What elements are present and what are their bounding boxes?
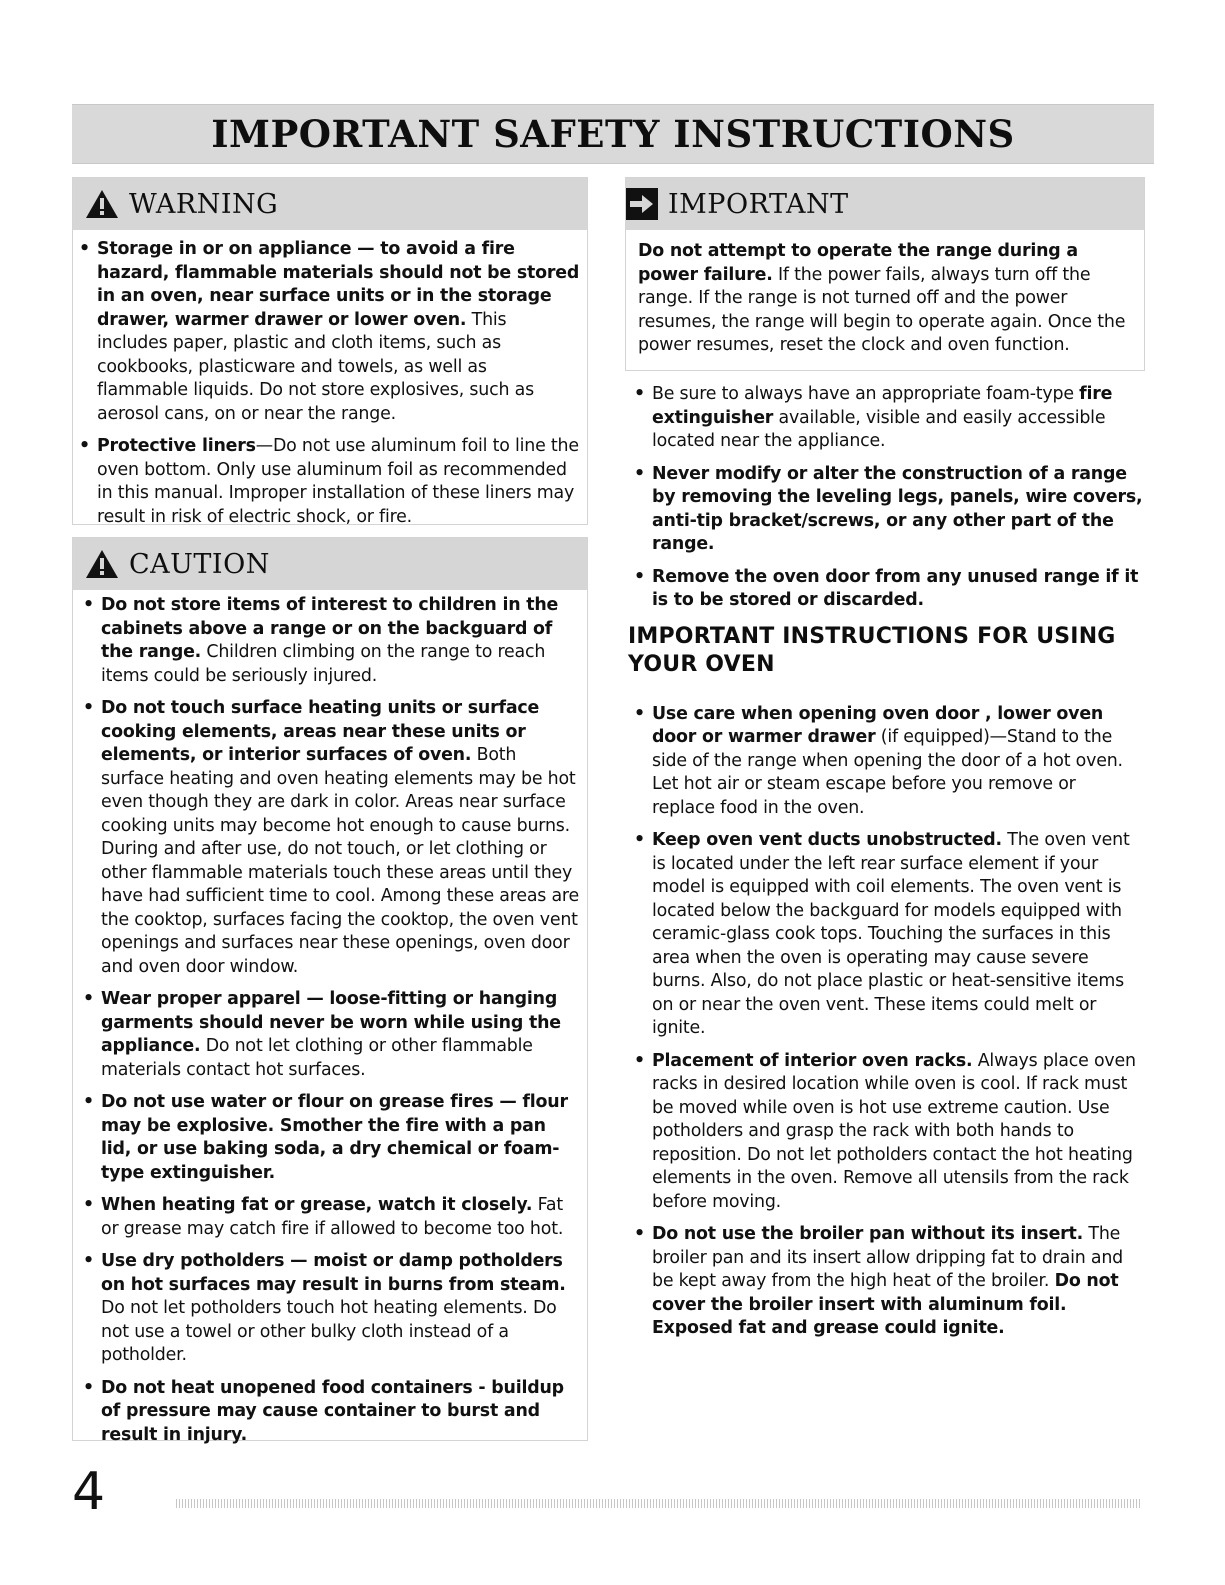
caution-body	[73, 590, 587, 1447]
warning-triangle-icon	[85, 549, 119, 579]
bullet-icon: •	[634, 1224, 645, 1244]
important-heading: IMPORTANT	[668, 188, 849, 220]
caution-item-7: • Do not heat unopened food containers - buildup of pressure may cause container to burst and result in injury.	[83, 1377, 564, 1445]
warning-heading: WARNING	[129, 188, 279, 220]
bullet-icon: •	[79, 436, 90, 456]
arrow-box-icon	[626, 188, 658, 220]
title-banner	[72, 104, 1154, 164]
warning-item-1: • Storage in or on appliance — to avoid a fire hazard, flammable materials should not be stored in an oven, near surface units or in the storage drawer, warmer drawer or lower oven. This includes paper, plastic and cloth items, such as cookbooks, plasticware and towels, as well as flammable liquids. Do not store explosives, such as aerosol cans, on or near the range.	[79, 239, 580, 424]
caution-box	[72, 537, 588, 1445]
bullet-icon: •	[83, 595, 94, 615]
bullet-icon: •	[634, 463, 645, 484]
warning-box	[72, 177, 588, 525]
right-item-3: • Remove the oven door from any unused range if it is to be stored or discarded.	[634, 566, 1139, 610]
bullet-icon: •	[634, 384, 645, 404]
important-body: Do not attempt to operate the range during a power failure. If the power fails, always turn off the range. If the range is not turned off and the power resumes, the range will begin to operate again. Once the power resumes, reset the clock and oven function.	[638, 241, 1126, 355]
bullet-icon: •	[83, 1195, 94, 1215]
footer-rule	[176, 1499, 1141, 1508]
right-column	[628, 383, 1143, 1350]
oven-item-4: • Do not use the broiler pan without its insert. The broiler pan and its insert allow dripping fat to drain and be kept away from the high heat of the broiler. Do not cover the broiler insert with aluminum foil. Exposed fat and grease could ignite.	[634, 1224, 1124, 1338]
warning-item-2: • Protective liners—Do not use aluminum foil to line the oven bottom. Only use aluminum foil as recommended in this manual. Improper installation of these liners may result in risk of electric shock, or fire.	[79, 436, 579, 527]
page-number: 4	[72, 1462, 106, 1522]
bullet-icon: •	[83, 989, 94, 1009]
page-title: IMPORTANT SAFETY INSTRUCTIONS	[211, 112, 1015, 156]
bullet-icon: •	[83, 1251, 94, 1271]
bullet-icon: •	[634, 566, 645, 587]
bullet-icon: •	[634, 703, 645, 724]
important-box	[625, 177, 1145, 371]
bullet-icon: •	[83, 698, 94, 718]
oven-item-2: • Keep oven vent ducts unobstructed. The oven vent is located under the left rear surface element if your model is equipped with coil elements. The oven vent is located below the backguard for models equipped with ceramic-glass cook tops. Touching the surfaces in this area when the oven is operating may cause severe burns. Also, do not place plastic or heat-sensitive items on or near the oven vent. These items could melt or ignite.	[634, 830, 1130, 1038]
caution-item-1: • Do not store items of interest to children in the cabinets above a range or on the backguard of the range. Children climbing on the range to reach items could be seriously injured.	[83, 595, 559, 686]
warning-triangle-icon	[85, 189, 119, 219]
caution-item-4: • Do not use water or flour on grease fires — flour may be explosive. Smother the fire with a pan lid, or use baking soda, a dry chemical or foam-type extinguisher.	[83, 1092, 568, 1183]
oven-item-3: • Placement of interior oven racks. Always place oven racks in desired location while oven is cool. If rack must be moved while oven is hot use extreme caution. Use potholders and grasp the rack with both hands to reposition. Do not let potholders contact the hot heating elements in the oven. Remove all utensils from the rack before moving.	[634, 1050, 1136, 1212]
bullet-icon: •	[79, 239, 90, 259]
bullet-icon: •	[634, 1050, 645, 1071]
oven-item-1: • Use care when opening oven door , lower oven door or warmer drawer (if equipped)—Stand to the side of the range when opening the door of a hot oven. Let hot air or steam escape before you remove or replace food in the oven.	[634, 703, 1123, 818]
caution-item-6: • Use dry potholders — moist or damp potholders on hot surfaces may result in burns from steam. Do not let potholders touch hot heating elements. Do not use a towel or other bulky cloth instead of a potholder.	[83, 1251, 566, 1365]
bullet-icon: •	[83, 1092, 94, 1112]
warning-header	[73, 178, 587, 230]
oven-section-title: IMPORTANT INSTRUCTIONS FOR USING YOUR OVEN	[628, 623, 1116, 677]
right-item-2: • Never modify or alter the construction of a range by removing the leveling legs, panels, wire covers, anti-tip bracket/screws, or any other part of the range.	[634, 463, 1143, 554]
important-header	[626, 178, 1144, 230]
bullet-icon: •	[634, 830, 645, 850]
caution-item-3: • Wear proper apparel — loose-fitting or hanging garments should never be worn while using the appliance. Do not let clothing or other flammable materials contact hot surfaces.	[83, 989, 561, 1080]
caution-heading: CAUTION	[129, 548, 270, 580]
caution-item-2: • Do not touch surface heating units or surface cooking elements, areas near these units or elements, or interior surfaces of oven. Both surface heating and oven heating elements may be hot even though they are dark in color. Areas near surface cooking units may become hot enough to cause burns. During and after use, do not touch, or let clothing or other flammable materials touch these areas until they have had sufficient time to cool. Among these areas are the cooktop, surfaces facing the cooktop, the oven vent openings and surfaces near these openings, oven door and oven door window.	[83, 698, 579, 977]
caution-header	[73, 538, 587, 590]
bullet-icon: •	[83, 1377, 94, 1398]
right-item-1: • Be sure to always have an appropriate foam-type fire extinguisher available, visible and easily accessible located near the appliance.	[634, 384, 1113, 451]
warning-body	[73, 230, 587, 529]
caution-item-5: • When heating fat or grease, watch it closely. Fat or grease may catch fire if allowed to become too hot.	[83, 1195, 564, 1239]
